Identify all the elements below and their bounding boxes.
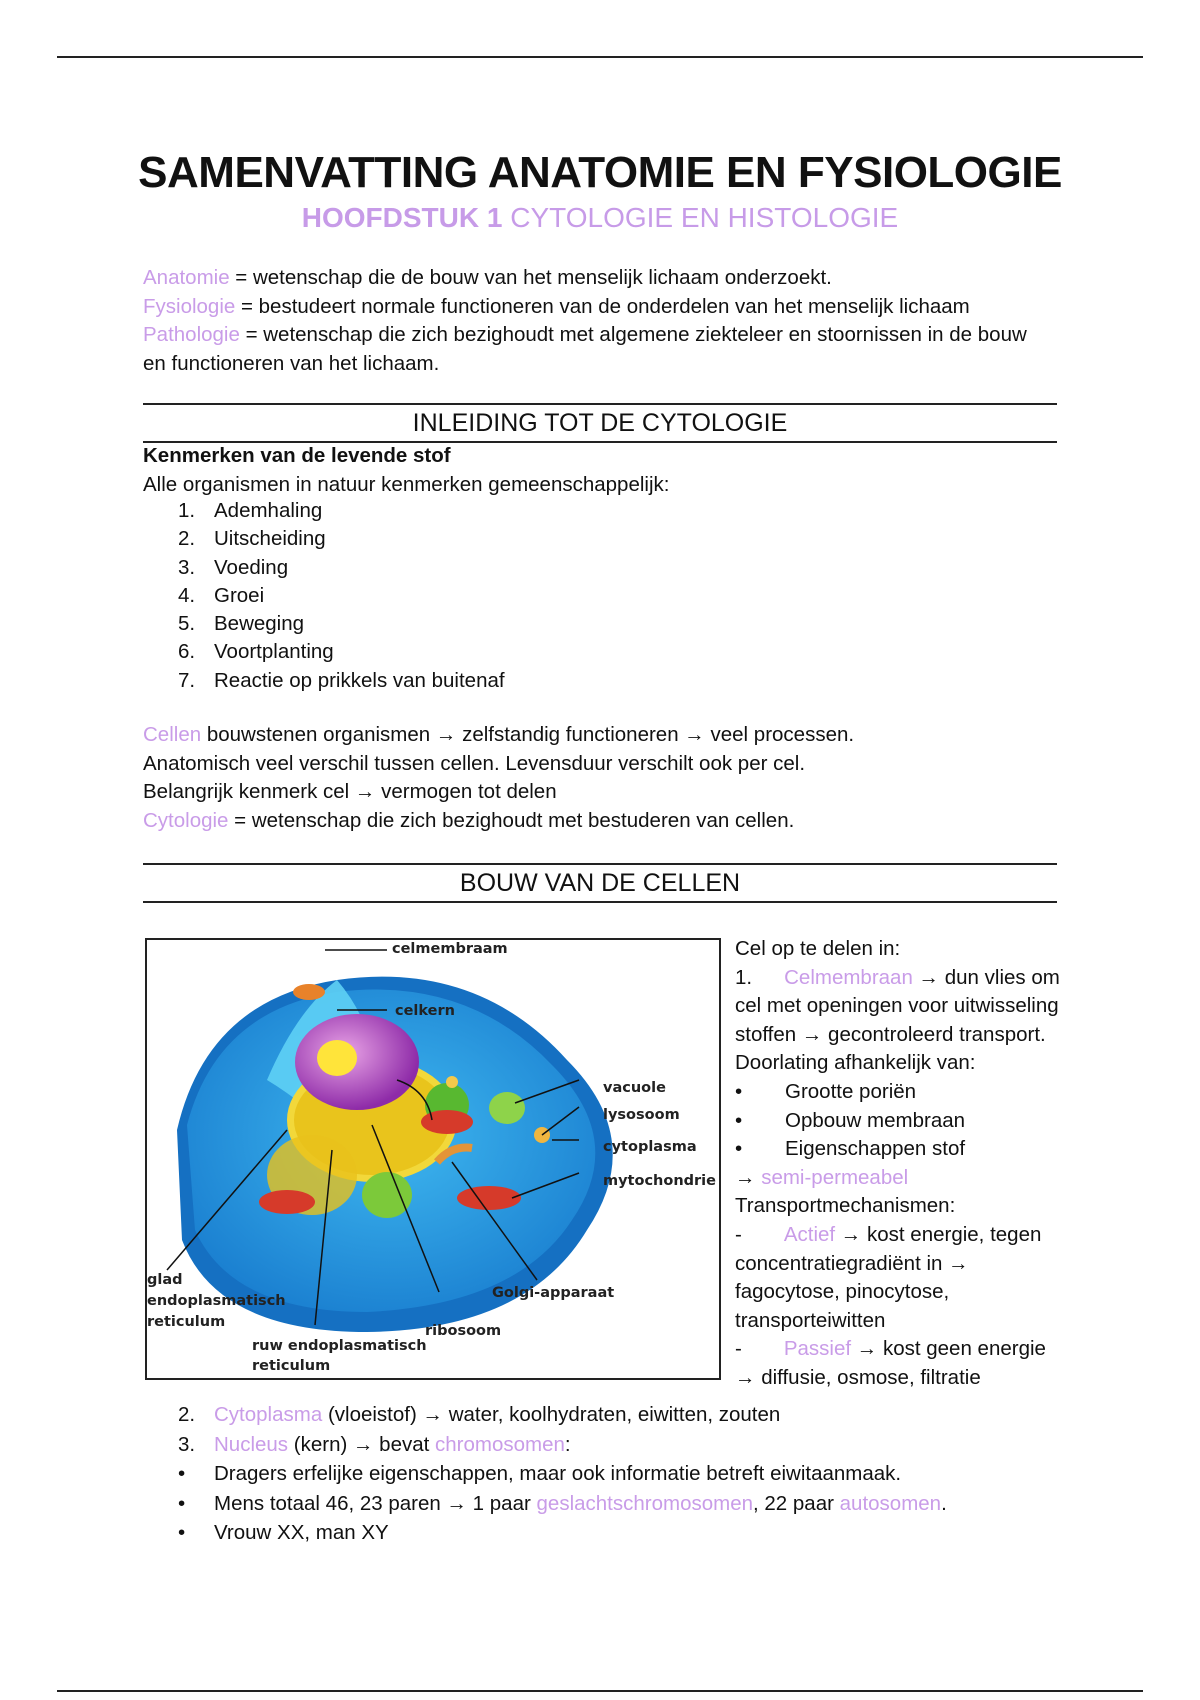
kenmerken-block	[143, 442, 1063, 499]
chapter-number: HOOFDSTUK 1	[301, 202, 503, 233]
list-item: 1. Ademhaling	[178, 499, 323, 522]
kenmerken-intro: Alle organismen in natuur kenmerken gemeenschappelijk:	[143, 472, 670, 496]
label-ruw-er: ruw endoplasmatisch reticulum	[252, 1338, 427, 1374]
list-item: • Opbouw membraan	[735, 1108, 966, 1132]
cell-parts-list	[178, 1400, 947, 1548]
cell-diagram	[145, 938, 721, 1380]
label-glad-er: glad endoplasmatisch reticulum	[147, 1272, 286, 1330]
list-item: 6. Voortplanting	[178, 640, 334, 664]
label-vacuole: vacuole	[603, 1080, 666, 1096]
list-item: • Vrouw XX, man XY	[178, 1521, 389, 1544]
definition-anatomie: Anatomie = wetenschap die de bouw van het menselijk lichaam onderzoekt.	[143, 266, 832, 289]
celmembraan-item: 1. Celmembraan → dun vlies om cel met openingen voor uitwisseling stoffen → gecontroleerd transport.	[735, 965, 1060, 1046]
chapter-subtitle	[0, 202, 1200, 234]
actief-item: - Actief → kost energie, tegen concentratiegradiënt in → fagocytose, pinocytose, transporteiwitten	[735, 1222, 1042, 1332]
label-celmembraam: celmembraam	[392, 941, 508, 957]
bottom-rule	[57, 1690, 1143, 1692]
top-rule	[57, 56, 1143, 58]
label-golgi: Golgi-apparaat	[492, 1285, 615, 1301]
section-heading-bouw: BOUW VAN DE CELLEN	[143, 863, 1057, 903]
passief-item: - Passief → kost geen energie → diffusie, osmose, filtratie	[735, 1337, 1046, 1389]
cell-description: Cel op te delen in: 1. Celmembraan → dun vlies om cel met openingen voor uitwisseling stoffen → gecontroleerd transport. Doorlating afhankelijk van: • Grootte poriën • Opbouw membraan • Eigenschappen stof → semi-permeabel Transportmechanismen: - Actief → kost energie, tegen concentratiegradiënt in → fagocytose, pinocytose, transporteiwitten - Passief → kost geen energie → diffusie, osmose, filtratie	[735, 935, 1065, 1393]
list-item: • Eigenschappen stof	[735, 1137, 966, 1161]
list-item: • Mens totaal 46, 23 paren → 1 paar geslachtschromosomen, 22 paar autosomen.	[178, 1491, 947, 1515]
definition-fysiologie: Fysiologie = bestudeert normale functioneren van de onderdelen van het menselijk lichaam	[143, 294, 970, 318]
label-lysosoom: lysosoom	[603, 1107, 680, 1123]
section-heading-cytologie: INLEIDING TOT DE CYTOLOGIE	[143, 403, 1057, 443]
label-cytoplasma: cytoplasma	[603, 1139, 697, 1155]
list-item: • Dragers erfelijke eigenschappen, maar ook informatie betreft eiwitaanmaak.	[178, 1462, 902, 1485]
kenmerken-list	[178, 497, 505, 695]
cellen-paragraph: Cellen bouwstenen organismen → zelfstandig functioneren → veel processen. Anatomisch veel verschil tussen cellen. Levensduur verschilt ook per cel. Belangrijk kenmerk cel → vermogen tot delen Cytologie = wetenschap die zich bezighoudt met bestuderen van cellen.	[143, 723, 855, 832]
chapter-name: CYTOLOGIE EN HISTOLOGIE	[502, 202, 899, 233]
label-mytochondrie: mytochondrie	[603, 1173, 716, 1189]
list-item: 4. Groei	[178, 583, 265, 607]
list-item: • Grootte poriën	[735, 1079, 917, 1103]
list-item: 2. Uitscheiding	[178, 527, 326, 551]
label-celkern: celkern	[395, 1003, 455, 1019]
definition-pathologie: Pathologie = wetenschap die zich bezighoudt met algemene ziekteleer en stoornissen in de bouw en functioneren van het lichaam.	[143, 323, 1027, 375]
semi-permeabel-line: → semi-permeabel	[735, 1165, 909, 1189]
list-item: 3. Voeding	[178, 555, 289, 579]
label-ribosoom: ribosoom	[425, 1323, 502, 1339]
kenmerken-subheading: Kenmerken van de levende stof	[143, 444, 451, 467]
document-title: SAMENVATTING ANATOMIE EN FYSIOLOGIE	[138, 148, 1062, 197]
list-item: 2. Cytoplasma (vloeistof) → water, koolhydraten, eiwitten, zouten	[178, 1403, 781, 1426]
definitions	[143, 264, 1063, 378]
list-item: 7. Reactie op prikkels van buitenaf	[178, 668, 505, 692]
list-item: 5. Beweging	[178, 612, 305, 636]
list-item: 3. Nucleus (kern) → bevat chromosomen:	[178, 1432, 571, 1456]
